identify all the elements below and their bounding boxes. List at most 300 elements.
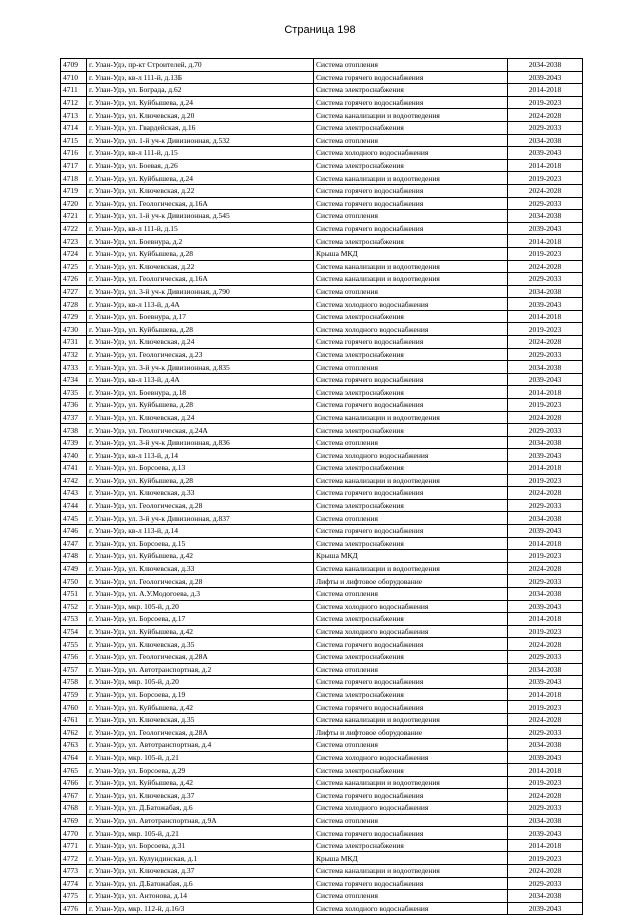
period-cell: 2019-2023 [508, 852, 583, 865]
period-cell: 2024-2028 [508, 184, 583, 197]
row-number-cell: 4760 [61, 701, 87, 714]
row-number-cell: 4767 [61, 789, 87, 802]
table-row [61, 751, 583, 764]
address-cell: г. Улан-Удэ, ул. Геологическая, д.28А [87, 726, 314, 739]
period-cell: 2024-2028 [508, 109, 583, 122]
row-number-cell: 4744 [61, 499, 87, 512]
period-cell: 2029-2033 [508, 650, 583, 663]
row-number-cell: 4753 [61, 613, 87, 626]
period-cell: 2034-2038 [508, 436, 583, 449]
table-row [61, 613, 583, 626]
address-cell: г. Улан-Удэ, ул. Автотранспортная, д.4 [87, 739, 314, 752]
table-row [61, 726, 583, 739]
period-cell: 2034-2038 [508, 285, 583, 298]
row-number-cell: 4754 [61, 625, 87, 638]
row-number-cell: 4722 [61, 222, 87, 235]
row-number-cell: 4769 [61, 814, 87, 827]
table-row [61, 436, 583, 449]
address-cell: г. Улан-Удэ, ул. Куйбышева, д.42 [87, 701, 314, 714]
row-number-cell: 4729 [61, 310, 87, 323]
row-number-cell: 4734 [61, 373, 87, 386]
system-cell: Система канализации и водоотведения [314, 713, 508, 726]
address-cell: г. Улан-Удэ, ул. Ключевская, д.33 [87, 487, 314, 500]
table-row [61, 890, 583, 903]
row-number-cell: 4752 [61, 600, 87, 613]
system-cell: Система электроснабжения [314, 386, 508, 399]
period-cell: 2014-2018 [508, 462, 583, 475]
table-row [61, 814, 583, 827]
table-row [61, 147, 583, 160]
address-cell: г. Улан-Удэ, ул. Боевнура, д.2 [87, 235, 314, 248]
system-cell: Система холодного водоснабжения [314, 751, 508, 764]
address-cell: г. Улан-Удэ, ул. Ключевская, д.35 [87, 713, 314, 726]
address-cell: г. Улан-Удэ, ул. Боевая, д.26 [87, 159, 314, 172]
period-cell: 2029-2033 [508, 273, 583, 286]
period-cell: 2014-2018 [508, 839, 583, 852]
row-number-cell: 4719 [61, 184, 87, 197]
system-cell: Система канализации и водоотведения [314, 776, 508, 789]
table-row [61, 512, 583, 525]
row-number-cell: 4709 [61, 59, 87, 72]
table-row [61, 59, 583, 72]
system-cell: Система горячего водоснабжения [314, 487, 508, 500]
address-cell: г. Улан-Удэ, кв-л 113-й, д.4А [87, 373, 314, 386]
table-row [61, 776, 583, 789]
period-cell: 2039-2043 [508, 600, 583, 613]
row-number-cell: 4774 [61, 877, 87, 890]
address-cell: г. Улан-Удэ, ул. Геологическая, д.28 [87, 575, 314, 588]
table-row [61, 285, 583, 298]
table-row [61, 109, 583, 122]
system-cell: Система отопления [314, 663, 508, 676]
system-cell: Система холодного водоснабжения [314, 449, 508, 462]
address-cell: г. Улан-Удэ, ул. Куйбышева, д.28 [87, 323, 314, 336]
period-cell: 2029-2033 [508, 424, 583, 437]
system-cell: Система холодного водоснабжения [314, 147, 508, 160]
system-cell: Система электроснабжения [314, 613, 508, 626]
system-cell: Крыша МКД [314, 247, 508, 260]
table-row [61, 663, 583, 676]
period-cell: 2039-2043 [508, 751, 583, 764]
row-number-cell: 4713 [61, 109, 87, 122]
system-cell: Система отопления [314, 210, 508, 223]
period-cell: 2029-2033 [508, 877, 583, 890]
address-cell: г. Улан-Удэ, ул. Ключевская, д.37 [87, 789, 314, 802]
period-cell: 2019-2023 [508, 323, 583, 336]
table-row [61, 71, 583, 84]
system-cell: Система канализации и водоотведения [314, 273, 508, 286]
period-cell: 2014-2018 [508, 688, 583, 701]
table-row [61, 562, 583, 575]
address-cell: г. Улан-Удэ, ул. Геологическая, д.16А [87, 273, 314, 286]
system-cell: Система канализации и водоотведения [314, 562, 508, 575]
system-cell: Система канализации и водоотведения [314, 109, 508, 122]
period-cell: 2014-2018 [508, 613, 583, 626]
system-cell: Система электроснабжения [314, 424, 508, 437]
system-cell: Система электроснабжения [314, 688, 508, 701]
system-cell: Система горячего водоснабжения [314, 676, 508, 689]
table-row [61, 197, 583, 210]
period-cell: 2024-2028 [508, 789, 583, 802]
period-cell: 2024-2028 [508, 638, 583, 651]
period-cell: 2029-2033 [508, 121, 583, 134]
row-number-cell: 4742 [61, 474, 87, 487]
row-number-cell: 4748 [61, 550, 87, 563]
address-cell: г. Улан-Удэ, мкр. 105-й, д.20 [87, 676, 314, 689]
row-number-cell: 4720 [61, 197, 87, 210]
period-cell: 2034-2038 [508, 59, 583, 72]
system-cell: Система электроснабжения [314, 537, 508, 550]
address-cell: г. Улан-Удэ, ул. Антонова, д.14 [87, 890, 314, 903]
system-cell: Система горячего водоснабжения [314, 197, 508, 210]
table-row [61, 411, 583, 424]
address-cell: г. Улан-Удэ, ул. Кулундинская, д.1 [87, 852, 314, 865]
address-cell: г. Улан-Удэ, ул. 3-й уч-к Дивизионная, д.790 [87, 285, 314, 298]
row-number-cell: 4749 [61, 562, 87, 575]
row-number-cell: 4759 [61, 688, 87, 701]
system-cell: Система электроснабжения [314, 839, 508, 852]
row-number-cell: 4770 [61, 827, 87, 840]
table-row [61, 537, 583, 550]
row-number-cell: 4758 [61, 676, 87, 689]
period-cell: 2024-2028 [508, 487, 583, 500]
row-number-cell: 4762 [61, 726, 87, 739]
address-cell: г. Улан-Удэ, ул. Ключевская, д.24 [87, 336, 314, 349]
address-cell: г. Улан-Удэ, ул. Куйбышева, д.28 [87, 399, 314, 412]
period-cell: 2024-2028 [508, 260, 583, 273]
address-cell: г. Улан-Удэ, ул. 3-й уч-к Дивизионная, д.837 [87, 512, 314, 525]
row-number-cell: 4740 [61, 449, 87, 462]
row-number-cell: 4715 [61, 134, 87, 147]
period-cell: 2024-2028 [508, 713, 583, 726]
address-cell: г. Улан-Удэ, ул. Ключевская, д.22 [87, 184, 314, 197]
system-cell: Система отопления [314, 436, 508, 449]
table-row [61, 210, 583, 223]
system-cell: Система электроснабжения [314, 348, 508, 361]
table-row [61, 449, 583, 462]
address-cell: г. Улан-Удэ, ул. Гвардейская, д.16 [87, 121, 314, 134]
row-number-cell: 4743 [61, 487, 87, 500]
table-row [61, 550, 583, 563]
table-row [61, 499, 583, 512]
table-row [61, 84, 583, 97]
row-number-cell: 4750 [61, 575, 87, 588]
address-cell: г. Улан-Удэ, ул. Боевнура, д.18 [87, 386, 314, 399]
row-number-cell: 4717 [61, 159, 87, 172]
row-number-cell: 4730 [61, 323, 87, 336]
table-row [61, 839, 583, 852]
system-cell: Система горячего водоснабжения [314, 184, 508, 197]
system-cell: Система электроснабжения [314, 121, 508, 134]
address-cell: г. Улан-Удэ, ул. Боевнура, д.17 [87, 310, 314, 323]
system-cell: Система холодного водоснабжения [314, 323, 508, 336]
period-cell: 2014-2018 [508, 386, 583, 399]
row-number-cell: 4747 [61, 537, 87, 550]
table-row [61, 625, 583, 638]
table-row [61, 336, 583, 349]
row-number-cell: 4737 [61, 411, 87, 424]
system-cell: Система холодного водоснабжения [314, 802, 508, 815]
address-cell: г. Улан-Удэ, ул. Ключевская, д.24 [87, 411, 314, 424]
row-number-cell: 4714 [61, 121, 87, 134]
address-cell: г. Улан-Удэ, ул. Ключевская, д.20 [87, 109, 314, 122]
period-cell: 2014-2018 [508, 235, 583, 248]
address-cell: г. Улан-Удэ, кв-л 113-й, д.4А [87, 298, 314, 311]
period-cell: 2024-2028 [508, 865, 583, 878]
address-cell: г. Улан-Удэ, кв-л 111-й, д.15 [87, 147, 314, 160]
system-cell: Система горячего водоснабжения [314, 399, 508, 412]
period-cell: 2019-2023 [508, 474, 583, 487]
table-row [61, 310, 583, 323]
address-cell: г. Улан-Удэ, ул. Автотранспортная, д.9А [87, 814, 314, 827]
row-number-cell: 4775 [61, 890, 87, 903]
row-number-cell: 4751 [61, 587, 87, 600]
address-cell: г. Улан-Удэ, ул. Куйбышева, д.28 [87, 247, 314, 260]
records-table [60, 58, 583, 915]
system-cell: Система канализации и водоотведения [314, 474, 508, 487]
row-number-cell: 4721 [61, 210, 87, 223]
system-cell: Система горячего водоснабжения [314, 827, 508, 840]
table-row [61, 524, 583, 537]
table-row [61, 247, 583, 260]
row-number-cell: 4776 [61, 902, 87, 915]
period-cell: 2039-2043 [508, 147, 583, 160]
system-cell: Система отопления [314, 361, 508, 374]
period-cell: 2039-2043 [508, 373, 583, 386]
page-title: Страница 198 [284, 24, 356, 36]
row-number-cell: 4745 [61, 512, 87, 525]
address-cell: г. Улан-Удэ, ул. А.У.Модогоева, д.3 [87, 587, 314, 600]
period-cell: 2039-2043 [508, 71, 583, 84]
address-cell: г. Улан-Удэ, ул. 3-й уч-к Дивизионная, д.836 [87, 436, 314, 449]
period-cell: 2019-2023 [508, 96, 583, 109]
system-cell: Система отопления [314, 739, 508, 752]
row-number-cell: 4727 [61, 285, 87, 298]
system-cell: Лифты и лифтовое оборудование [314, 726, 508, 739]
row-number-cell: 4711 [61, 84, 87, 97]
system-cell: Система горячего водоснабжения [314, 336, 508, 349]
system-cell: Система канализации и водоотведения [314, 411, 508, 424]
system-cell: Система горячего водоснабжения [314, 638, 508, 651]
period-cell: 2034-2038 [508, 587, 583, 600]
period-cell: 2019-2023 [508, 172, 583, 185]
address-cell: г. Улан-Удэ, кв-л 113-й, д.14 [87, 449, 314, 462]
row-number-cell: 4712 [61, 96, 87, 109]
table-row [61, 184, 583, 197]
row-number-cell: 4733 [61, 361, 87, 374]
period-cell: 2039-2043 [508, 902, 583, 915]
address-cell: г. Улан-Удэ, мкр. 105-й, д.20 [87, 600, 314, 613]
table-row [61, 172, 583, 185]
address-cell: г. Улан-Удэ, мкр. 105-й, д.21 [87, 751, 314, 764]
system-cell: Система электроснабжения [314, 235, 508, 248]
row-number-cell: 4718 [61, 172, 87, 185]
system-cell: Система канализации и водоотведения [314, 865, 508, 878]
row-number-cell: 4716 [61, 147, 87, 160]
period-cell: 2034-2038 [508, 210, 583, 223]
row-number-cell: 4728 [61, 298, 87, 311]
table-row [61, 688, 583, 701]
system-cell: Система электроснабжения [314, 159, 508, 172]
system-cell: Система электроснабжения [314, 84, 508, 97]
table-row [61, 764, 583, 777]
system-cell: Система горячего водоснабжения [314, 789, 508, 802]
system-cell: Система отопления [314, 285, 508, 298]
row-number-cell: 4764 [61, 751, 87, 764]
system-cell: Система горячего водоснабжения [314, 222, 508, 235]
row-number-cell: 4724 [61, 247, 87, 260]
table-row [61, 600, 583, 613]
system-cell: Система электроснабжения [314, 650, 508, 663]
period-cell: 2034-2038 [508, 361, 583, 374]
address-cell: г. Улан-Удэ, ул. Куйбышева, д.28 [87, 474, 314, 487]
row-number-cell: 4710 [61, 71, 87, 84]
address-cell: г. Улан-Удэ, ул. 1-й уч-к Дивизионная, д.545 [87, 210, 314, 223]
period-cell: 2034-2038 [508, 134, 583, 147]
system-cell: Система отопления [314, 890, 508, 903]
address-cell: г. Улан-Удэ, ул. Куйбышева, д.24 [87, 172, 314, 185]
address-cell: г. Улан-Удэ, ул. Куйбышева, д.42 [87, 625, 314, 638]
address-cell: г. Улан-Удэ, ул. Куйбышева, д.24 [87, 96, 314, 109]
row-number-cell: 4738 [61, 424, 87, 437]
address-cell: г. Улан-Удэ, ул. Куйбышева, д.42 [87, 776, 314, 789]
period-cell: 2029-2033 [508, 802, 583, 815]
table-row [61, 121, 583, 134]
table-row [61, 424, 583, 437]
period-cell: 2034-2038 [508, 739, 583, 752]
system-cell: Система отопления [314, 587, 508, 600]
row-number-cell: 4746 [61, 524, 87, 537]
table-row [61, 676, 583, 689]
address-cell: г. Улан-Удэ, ул. 1-й уч-к Дивизионная, д.532 [87, 134, 314, 147]
table-row [61, 323, 583, 336]
row-number-cell: 4736 [61, 399, 87, 412]
period-cell: 2014-2018 [508, 764, 583, 777]
table-row [61, 587, 583, 600]
address-cell: г. Улан-Удэ, ул. Д.Батожабая, д.6 [87, 802, 314, 815]
address-cell: г. Улан-Удэ, мкр. 112-й, д.16/3 [87, 902, 314, 915]
address-cell: г. Улан-Удэ, ул. Геологическая, д.28А [87, 650, 314, 663]
address-cell: г. Улан-Удэ, ул. Борсоева, д.31 [87, 839, 314, 852]
period-cell: 2034-2038 [508, 663, 583, 676]
row-number-cell: 4723 [61, 235, 87, 248]
table-row [61, 713, 583, 726]
period-cell: 2029-2033 [508, 197, 583, 210]
table-row [61, 298, 583, 311]
period-cell: 2039-2043 [508, 449, 583, 462]
table-row [61, 273, 583, 286]
table-row [61, 865, 583, 878]
period-cell: 2034-2038 [508, 814, 583, 827]
system-cell: Система отопления [314, 59, 508, 72]
system-cell: Система холодного водоснабжения [314, 625, 508, 638]
system-cell: Крыша МКД [314, 852, 508, 865]
system-cell: Система электроснабжения [314, 764, 508, 777]
table-row [61, 134, 583, 147]
row-number-cell: 4739 [61, 436, 87, 449]
table-row [61, 474, 583, 487]
period-cell: 2014-2018 [508, 84, 583, 97]
row-number-cell: 4725 [61, 260, 87, 273]
address-cell: г. Улан-Удэ, ул. Куйбышева, д.42 [87, 550, 314, 563]
row-number-cell: 4768 [61, 802, 87, 815]
table-row [61, 827, 583, 840]
period-cell: 2039-2043 [508, 524, 583, 537]
table-row [61, 575, 583, 588]
row-number-cell: 4765 [61, 764, 87, 777]
row-number-cell: 4766 [61, 776, 87, 789]
address-cell: г. Улан-Удэ, ул. Ключевская, д.33 [87, 562, 314, 575]
period-cell: 2019-2023 [508, 247, 583, 260]
address-cell: г. Улан-Удэ, кв-л 111-й, д.15 [87, 222, 314, 235]
address-cell: г. Улан-Удэ, ул. Борсоева, д.17 [87, 613, 314, 626]
system-cell: Крыша МКД [314, 550, 508, 563]
system-cell: Система горячего водоснабжения [314, 373, 508, 386]
row-number-cell: 4731 [61, 336, 87, 349]
period-cell: 2039-2043 [508, 222, 583, 235]
period-cell: 2039-2043 [508, 298, 583, 311]
table-row [61, 739, 583, 752]
period-cell: 2019-2023 [508, 550, 583, 563]
period-cell: 2029-2033 [508, 499, 583, 512]
table-row [61, 852, 583, 865]
period-cell: 2014-2018 [508, 537, 583, 550]
system-cell: Система канализации и водоотведения [314, 260, 508, 273]
table-row [61, 373, 583, 386]
system-cell: Система горячего водоснабжения [314, 524, 508, 537]
table-row [61, 462, 583, 475]
system-cell: Система горячего водоснабжения [314, 877, 508, 890]
period-cell: 2029-2033 [508, 726, 583, 739]
row-number-cell: 4761 [61, 713, 87, 726]
period-cell: 2019-2023 [508, 776, 583, 789]
address-cell: г. Улан-Удэ, ул. Ключевская, д.22 [87, 260, 314, 273]
system-cell: Система электроснабжения [314, 499, 508, 512]
table-row [61, 96, 583, 109]
table-row [61, 902, 583, 915]
table-row [61, 789, 583, 802]
system-cell: Система канализации и водоотведения [314, 172, 508, 185]
row-number-cell: 4741 [61, 462, 87, 475]
table-row [61, 487, 583, 500]
table-row [61, 260, 583, 273]
system-cell: Система электроснабжения [314, 462, 508, 475]
records-table-body [61, 59, 583, 915]
system-cell: Система холодного водоснабжения [314, 902, 508, 915]
row-number-cell: 4771 [61, 839, 87, 852]
period-cell: 2029-2033 [508, 575, 583, 588]
system-cell: Система отопления [314, 814, 508, 827]
address-cell: г. Улан-Удэ, пр-кт Строителей, д.70 [87, 59, 314, 72]
system-cell: Система холодного водоснабжения [314, 600, 508, 613]
row-number-cell: 4763 [61, 739, 87, 752]
table-row [61, 361, 583, 374]
period-cell: 2039-2043 [508, 676, 583, 689]
table-row [61, 877, 583, 890]
row-number-cell: 4757 [61, 663, 87, 676]
address-cell: г. Улан-Удэ, кв-л 113-й, д.14 [87, 524, 314, 537]
address-cell: г. Улан-Удэ, ул. Д.Батожабая, д.6 [87, 877, 314, 890]
row-number-cell: 4772 [61, 852, 87, 865]
period-cell: 2019-2023 [508, 625, 583, 638]
address-cell: г. Улан-Удэ, ул. Автотранспортная, д.2 [87, 663, 314, 676]
address-cell: г. Улан-Удэ, ул. Ключевская, д.37 [87, 865, 314, 878]
table-row [61, 222, 583, 235]
period-cell: 2029-2033 [508, 348, 583, 361]
table-row [61, 638, 583, 651]
row-number-cell: 4773 [61, 865, 87, 878]
row-number-cell: 4726 [61, 273, 87, 286]
